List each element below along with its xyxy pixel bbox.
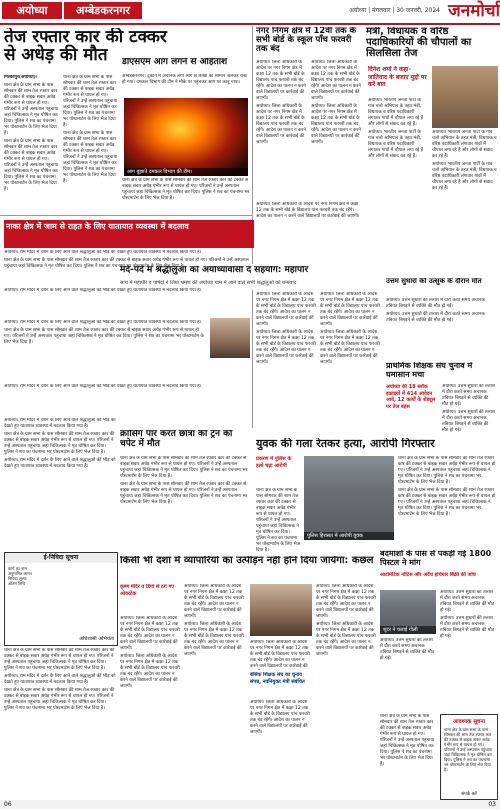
schools-closed-body-col2	[311, 60, 363, 200]
fire-body: अम्बेडकरनगर। दुकान में अचानक लगी आग से लाखों का सामान जलकर राख हो गया। दमकल विभाग की टीम ने मौके पर पहुंचकर आग पर काबू पाया।	[122, 74, 247, 85]
traffic-headline-box: नाका क्षेत्र में जाम से राहत के लिए यातायात व्यवस्था में बदलाव	[4, 220, 254, 248]
traffic-para2: थाना क्षेत्र के ग्राम सभा के पास सोमवार की शाम तेज रफ्तार कार की टक्कर से बाइक सवार अधेड़ गंभीर रूप से घायल हो गए। परिजनों ने उन्हें अस्पताल पहुंचाया जहां चिकित्सक ने मृत घोषित कर दिया। पुलिस ने शव का पंचनामा भर पोस्टमार्टम के लिए भेज दिया है।	[4, 258, 249, 269]
left-bottom-para3: थाना क्षेत्र के ग्राम सभा के पास सोमवार की शाम तेज रफ्तार कार की टक्कर से बाइक सवार अधेड़ गंभीर रूप से घायल हो गए। परिजनों ने उन्हें अस्पताल पहुंचाया जहां चिकित्सक ने मृत घोषित कर दिया। पुलिस ने शव का पंचनामा भर पोस्टमार्टम के लिए भेज दिया है।	[4, 688, 115, 711]
death-para2: अयोध्या। उत्तम सुधारों की तलाश में दौरा करते समय अचानक तबियत बिगड़ने से व्यक्ति की मौत हो गई।	[386, 312, 485, 323]
traffic-more	[4, 288, 250, 318]
schools-closed-body	[256, 60, 308, 200]
pistol-subhead: आटोमेटिक नोटिस और अवैध हथियार बिक्री की जांच	[380, 572, 476, 578]
tender-footer: अधिशासी अभियंता	[79, 636, 114, 642]
fire-photo-caption: आग बुझाते दमकल विभाग की टीम।	[124, 168, 248, 176]
kancchal-para1: अयोध्या। जिला अधिकारी के आदेश पर नगर निगम क्षेत्र में कक्षा 12 तक के सभी बोर्ड के विद्यालय पांच फरवरी तक बंद रहेंगे। आदेश का पालन न करने वाले विद्यालयों पर कार्रवाई की जाएगी।	[120, 616, 180, 651]
lead-article-col2	[63, 75, 119, 210]
classified-footer: संपर्क करें	[461, 792, 477, 797]
schools-closed-para4: अयोध्या। जिला अधिकारी के आदेश पर नगर निगम क्षेत्र में कक्षा 12 तक के सभी बोर्ड के विद्यालय पांच फरवरी तक बंद रहेंगे। आदेश का पालन न करने वाले विद्यालयों पर कार्रवाई की जाएगी।	[311, 104, 361, 145]
fire-photo	[124, 98, 248, 176]
lead-body-cont: थाना क्षेत्र के ग्राम सभा के पास सोमवार की शाम तेज रफ्तार कार की टक्कर से बाइक सवार अधेड़ गंभीर रूप से घायल हो गए। परिजनों ने उन्हें अस्पताल पहुंचाया जहां चिकित्सक ने मृत घोषित कर दिया। पुलिस ने शव का पंचनामा भर पोस्टमार्टम के लिए भेज दिया है।	[4, 139, 59, 192]
mayor-body-col1	[256, 292, 318, 428]
kancchal-para3: अयोध्या। जिला अधिकारी के आदेश पर नगर निगम क्षेत्र में कक्षा 12 तक के सभी बोर्ड के विद्यालय पांच फरवरी तक बंद रहेंगे। आदेश का पालन न करने वाले विद्यालयों पर कार्रवाई की जाएगी।	[184, 584, 244, 619]
pistol-photo-caption: शूटर ने चलाई गोली	[380, 626, 436, 634]
fire-body-cont: थाना क्षेत्र के ग्राम सभा के पास सोमवार की शाम तेज रफ्तार कार की टक्कर से बाइक सवार अधेड़ गंभीर रूप से घायल हो गए। परिजनों ने उन्हें अस्पताल पहुंचाया जहां चिकित्सक ने मृत घोषित कर दिया। पुलिस ने शव का पंचनामा भर पोस्टमार्टम के लिए भेज दिया है।	[122, 178, 250, 201]
section-divider	[0, 215, 252, 216]
left-bottom-para1: थाना क्षेत्र के ग्राम सभा के पास सोमवार की शाम तेज रफ्तार कार की टक्कर से बाइक सवार अधेड़ गंभीर रूप से घायल हो गए। परिजनों ने उन्हें अस्पताल पहुंचाया जहां चिकित्सक ने मृत घोषित कर दिया। पुलिस ने शव का पंचनामा भर पोस्टमार्टम के लिए भेज दिया है।	[4, 648, 115, 671]
schools-closed-headline: नगर निगम क्षेत्र में 12वीं तक के सभी बोर्ड के स्कूल पाँच फरवरी तक बंद	[256, 27, 357, 55]
tender-row: अनुमानित लागत	[8, 571, 32, 576]
mayor-headline: मर्द-पर्दे में श्रद्धालुओं को अयोध्यावासी दें सहयोग: महापौर	[120, 266, 309, 275]
left-page-number: 06	[4, 801, 12, 808]
mayor-para3: अयोध्या। जिला अधिकारी के आदेश पर नगर निगम क्षेत्र में कक्षा 12 तक के सभी बोर्ड के विद्यालय पांच फरवरी तक बंद रहेंगे। आदेश का पालन न करने वाले विद्यालयों पर कार्रवाई की जाएगी।	[320, 292, 380, 327]
murder-subhead: प्रकरण में पुलिस के हत्थे चढ़ा आरोपी	[256, 456, 292, 469]
left-brief-para3: अयोध्या। राम मंदिर में दर्शन के लिए आने वाले श्रद्धालुओं की भीड़ को देखते हुए यातायात व्यवस्था में बदलाव किया गया है।	[4, 384, 202, 389]
pistol-body: अयोध्या। उत्तम सुधारों की तलाश में दौरा करते समय अचानक तबियत बिगड़ने से व्यक्ति की मौत हो गई।	[380, 638, 435, 661]
left-brief-para2: थाना क्षेत्र के ग्राम सभा के पास सोमवार की शाम तेज रफ्तार कार की टक्कर से बाइक सवार अधेड़ गंभीर रूप से घायल हो गए। परिजनों ने उन्हें अस्पताल पहुंचाया जहां चिकित्सक ने मृत घोषित कर दिया। पुलिस ने शव का पंचनामा भर पोस्टमार्टम के लिए भेज दिया है।	[4, 328, 204, 345]
column-divider-2	[252, 290, 253, 428]
crossing-headline: क्रासिंग पार करते छात्रा की ट्रेन की चपेट में मौत	[120, 430, 233, 449]
right-bottom-body: थाना क्षेत्र के ग्राम सभा के पास सोमवार की शाम तेज रफ्तार कार की टक्कर से बाइक सवार अधेड़ गंभीर रूप से घायल हो गए। परिजनों ने उन्हें अस्पताल पहुंचाया जहां चिकित्सक ने मृत घोषित कर दिया। पुलिस ने शव का पंचनामा भर पोस्टमार्टम के लिए भेज दिया है।	[380, 714, 435, 767]
crossing-para2: थाना क्षेत्र के ग्राम सभा के पास सोमवार की शाम तेज रफ्तार कार की टक्कर से बाइक सवार अधेड़ गंभीर रूप से घायल हो गए। परिजनों ने उन्हें अस्पताल पहुंचाया जहां चिकित्सक ने मृत घोषित कर दिया। पुलिस ने शव का पंचनामा भर पोस्टमार्टम के लिए भेज दिया है।	[120, 482, 248, 505]
section-tag-ambedkarnagar: अम्बेडकरनगर	[64, 2, 142, 19]
lead-body-col2: थाना क्षेत्र के ग्राम सभा के पास सोमवार की शाम तेज रफ्तार कार की टक्कर से बाइक सवार अधेड़ गंभीर रूप से घायल हो गए। परिजनों ने उन्हें अस्पताल पहुंचाया जहां चिकित्सक ने मृत घोषित कर दिया। पुलिस ने शव का पंचनामा भर पोस्टमार्टम के लिए भेज दिया है।	[63, 75, 118, 128]
kancchal-para7: अयोध्या। जिला अधिकारी के आदेश पर नगर निगम क्षेत्र में कक्षा 12 तक के सभी बोर्ड के विद्यालय पांच फरवरी तक बंद रहेंगे। आदेश का पालन न करने वाले विद्यालयों पर कार्रवाई की जाएगी।	[316, 622, 376, 657]
lead-body: थाना क्षेत्र के ग्राम सभा के पास सोमवार की शाम तेज रफ्तार कार की टक्कर से बाइक सवार अधेड़ गंभीर रूप से घायल हो गए। परिजनों ने उन्हें अस्पताल पहुंचाया जहां चिकित्सक ने मृत घोषित कर दिया। पुलिस ने शव का पंचनामा भर पोस्टमार्टम के लिए भेज दिया है।	[4, 83, 59, 136]
left-lower-para1: अयोध्या। राम मंदिर में दर्शन के लिए आने वाले श्रद्धालुओं की भीड़ को देखते हुए यातायात व्यवस्था में बदलाव किया गया है।	[4, 418, 116, 429]
chaupal-para4: अयोध्या। भारतीय जनता पार्टी के गांव चलो अभियान के तहत मंत्री, विधायक व वरिष्ठ पदाधिकारी लगातार गांवों में चौपाल लगा रहे हैं और लोगों से संवाद कर रहे हैं।	[432, 162, 497, 191]
pistol-photo	[380, 590, 436, 634]
wide-body-para: अयोध्या। जिला अधिकारी के आदेश पर नगर निगम क्षेत्र में कक्षा 12 तक के सभी बोर्ड के विद्यालय पांच फरवरी तक बंद रहेंगे। आदेश का पालन न करने वाले विद्यालयों पर कार्रवाई की जाएगी।	[256, 202, 360, 219]
wide-body-row	[256, 202, 364, 262]
kancchal-left-sub: कृष्ण मंदिर व डिपो से ठगे गए ओवरटेक	[120, 584, 175, 597]
left-brief-body2	[4, 384, 250, 414]
chaupal-body	[368, 98, 428, 218]
mayor-body-col2	[320, 292, 382, 428]
kancchal-col4	[316, 584, 376, 796]
chaupal-headline: मंत्री, विधायक व वरिष्ठ पदाधिकारियों की चौपालों का सिलसिला तेज	[366, 27, 472, 59]
mayor-para4: अयोध्या। जिला अधिकारी के आदेश पर नगर निगम क्षेत्र में कक्षा 12 तक के सभी बोर्ड के विद्यालय पांच फरवरी तक बंद रहेंगे। आदेश का पालन न करने वाले विद्यालयों पर कार्रवाई की जाएगी।	[320, 330, 380, 365]
schools-closed-para2: अयोध्या। जिला अधिकारी के आदेश पर नगर निगम क्षेत्र में कक्षा 12 तक के सभी बोर्ड के विद्यालय पांच फरवरी तक बंद रहेंगे। आदेश का पालन न करने वाले विद्यालयों पर कार्रवाई की जाएगी।	[256, 104, 306, 145]
kancchal-photo	[250, 584, 312, 636]
murder-para3: थाना क्षेत्र के ग्राम सभा के पास सोमवार की शाम तेज रफ्तार कार की टक्कर से बाइक सवार अधेड़ गंभीर रूप से घायल हो गए। परिजनों ने उन्हें अस्पताल पहुंचाया जहां चिकित्सक ने मृत घोषित कर दिया। पुलिस ने शव का पंचनामा भर पोस्टमार्टम के लिए भेज दिया है।	[398, 488, 496, 517]
tender-title: ई-निविदा सूचना	[5, 553, 117, 563]
pistol-para1: अयोध्या। उत्तम सुधारों की तलाश में दौरा करते समय अचानक तबियत बिगड़ने से व्यक्ति की मौत हो गई।	[440, 590, 495, 613]
masthead-rule	[0, 23, 500, 25]
kancchal-para2: अयोध्या। जिला अधिकारी के आदेश पर नगर निगम क्षेत्र में कक्षा 12 तक के सभी बोर्ड के विद्यालय पांच फरवरी तक बंद रहेंगे। आदेश का पालन न करने वाले विद्यालयों पर कार्रवाई की जाएगी।	[120, 654, 180, 689]
mayor-para1: अयोध्या। जिला अधिकारी के आदेश पर नगर निगम क्षेत्र में कक्षा 12 तक के सभी बोर्ड के विद्यालय पांच फरवरी तक बंद रहेंगे। आदेश का पालन न करने वाले विद्यालयों पर कार्रवाई की जाएगी।	[256, 292, 316, 327]
schools-closed-para3: अयोध्या। जिला अधिकारी के आदेश पर नगर निगम क्षेत्र में कक्षा 12 तक के सभी बोर्ड के विद्यालय पांच फरवरी तक बंद रहेंगे। आदेश का पालन न करने वाले विद्यालयों पर कार्रवाई की जाएगी।	[311, 60, 361, 101]
lead-headline: तेज रफ्तार कार की टक्कर से अधेड़ की मौत	[4, 28, 167, 65]
left-lower-body	[4, 418, 116, 550]
death-para1: अयोध्या। उत्तम सुधारों की तलाश में दौरा करते समय अचानक तबियत बिगड़ने से व्यक्ति की मौत हो गई।	[386, 298, 485, 309]
left-brief-body	[4, 320, 206, 380]
left-bottom-body	[4, 648, 116, 798]
union-para2: अयोध्या। उत्तम सुधारों की तलाश में दौरा करते समय अचानक तबियत बिगड़ने से व्यक्ति की मौत हो गई।	[442, 410, 495, 433]
union-subhead: अयोध्या की 18 ब्लॉक इकाइयों में 414 आवेदन आये, 12 कार्यों के शेड्यूल पर तेज बहस	[386, 384, 436, 410]
crossing-body	[120, 456, 250, 550]
newspaper-logo: जनमोर्चा	[448, 1, 500, 21]
kancchal-headline: किसी भी दशा में व्यापारियों का उत्पीड़न नहीं होने दिया जायेगा: कंछल	[120, 556, 374, 566]
fire-headline: डीएसएम आग लगने से अहितांश	[122, 58, 228, 67]
murder-body-col2	[398, 456, 496, 546]
classified-ad	[440, 714, 498, 800]
kancchal-col2	[184, 584, 246, 796]
tender-rows	[8, 566, 114, 586]
murder-photo	[304, 456, 394, 540]
kancchal-col3: अयोध्या। जिला अधिकारी के आदेश पर नगर निगम क्षेत्र में कक्षा 12 तक के सभी बोर्ड के विद्यालय पांच फरवरी तक बंद रहेंगे। आदेश का पालन न करने वाले विद्यालयों पर कार्रवाई की	[250, 640, 310, 669]
crossing-para1: थाना क्षेत्र के ग्राम सभा के पास सोमवार की शाम तेज रफ्तार कार की टक्कर से बाइक सवार अधेड़ गंभीर रूप से घायल हो गए। परिजनों ने उन्हें अस्पताल पहुंचाया जहां चिकित्सक ने मृत घोषित कर दिया। पुलिस ने शव का पंचनामा भर पोस्टमार्टम के लिए भेज दिया है।	[120, 456, 248, 479]
tender-row: कार्य का नाम	[8, 566, 27, 571]
murder-headline: युवक की गला रेतकर हत्या, आरोपी गिरफ्तार	[256, 438, 435, 450]
kancchal-col3b	[250, 700, 312, 796]
traffic-para1: अयोध्या। राम मंदिर में दर्शन के लिए आने वाले श्रद्धालुओं की भीड़ को देखते हुए यातायात व्यवस्था में बदलाव किया गया है।	[4, 250, 202, 255]
chaupal-para2: अयोध्या। भारतीय जनता पार्टी के गांव चलो अभियान के तहत मंत्री, विधायक व वरिष्ठ पदाधिकारी लगातार गांवों में चौपाल लगा रहे हैं और लोगों से संवाद कर रहे हैं।	[368, 130, 424, 159]
murder-body: थाना क्षेत्र के ग्राम सभा के पास सोमवार की शाम तेज रफ्तार कार की टक्कर से बाइक सवार अधेड़ गंभीर रूप से घायल हो गए। परिजनों ने उन्हें अस्पताल पहुंचाया जहां चिकित्सक ने मृत घोषित कर दिया। पुलिस ने शव का पंचनामा भर पोस्टमार्टम के लिए भेज दिया है।	[256, 488, 300, 552]
kancchal-para5: अयोध्या। जिला अधिकारी के आदेश पर नगर निगम क्षेत्र में कक्षा 12 तक के सभी बोर्ड के विद्यालय पांच फरवरी तक बंद रहेंगे। आदेश का पालन न करने वाले विद्यालयों पर कार्रवाई की जाएगी।	[250, 700, 310, 735]
lead-dateline: मिल्कीपुर(अयोध्या)।	[4, 75, 38, 80]
union-para1: अयोध्या। उत्तम सुधारों की तलाश में दौरा करते समय अचानक तबियत बिगड़ने से व्यक्ति की मौत हो गई।	[442, 384, 495, 407]
tender-row: अंतिम तिथि	[8, 581, 25, 586]
lead-article	[4, 75, 60, 210]
left-bottom-para2: अयोध्या। राम मंदिर में दर्शन के लिए आने वाले श्रद्धालुओं की भीड़ को देखते हुए यातायात व्यवस्था में बदलाव किया गया है।	[4, 674, 116, 685]
classified-body: थाना क्षेत्र के ग्राम सभा के पास सोमवार की शाम तेज रफ्तार कार की टक्कर से बाइक सवार अधेड़ गंभीर रूप से घायल हो गए। परिजनों ने उन्हें अस्पताल पहुंचाया जहां चिकित्सक ने मृत घोषित कर दिया। पुलिस ने शव का पंचनामा भर पोस्टमार्टम के लिए भेज दिया है।	[444, 727, 493, 772]
left-lower-para2: थाना क्षेत्र के ग्राम सभा के पास सोमवार की शाम तेज रफ्तार कार की टक्कर से बाइक सवार अधेड़ गंभीर रूप से घायल हो गए। परिजनों ने उन्हें अस्पताल पहुंचाया जहां चिकित्सक ने मृत घोषित कर दिया। पुलिस ने शव का पंचनामा भर पोस्टमार्टम के लिए भेज दिया है।	[4, 432, 115, 455]
chaupal-photo	[432, 66, 498, 128]
death-headline: उत्तम सुधारों की उत्सुक के दौरान मौत	[386, 278, 482, 285]
schools-closed-para1: अयोध्या। जिला अधिकारी के आदेश पर नगर निगम क्षेत्र में कक्षा 12 तक के सभी बोर्ड के विद्यालय पांच फरवरी तक बंद रहेंगे। आदेश का पालन न करने वाले विद्यालयों पर कार्रवाई की जाएगी।	[256, 60, 306, 101]
tender-row: निविदा शुल्क	[8, 576, 27, 581]
kancchal-para6: अयोध्या। जिला अधिकारी के आदेश पर नगर निगम क्षेत्र में कक्षा 12 तक के सभी बोर्ड के विद्यालय पांच फरवरी तक बंद रहेंगे। आदेश का पालन न करने वाले विद्यालयों पर कार्रवाई की जाएगी।	[316, 584, 376, 619]
edition-date: अयोध्या | मंगलवार | 30 जनवरी, 2024	[349, 7, 440, 14]
death-body	[386, 298, 496, 358]
mayor-subline: साथ में महापौर व पार्षदों ने लिया भ्रमण की अयोध्या धाम में आने वाले सभी श्रद्धालुओं को धन्यवाद	[120, 280, 297, 286]
murder-photo-caption: पुलिस हिरासत में आरोपी युवक	[304, 532, 394, 540]
police-portrait	[210, 318, 250, 358]
pistol-headline: बदमाशों के पास से पकड़ी गई 1800 पिस्टल ने मांग	[380, 550, 492, 567]
lead-body-col2b: थाना क्षेत्र के ग्राम सभा के पास सोमवार की शाम तेज रफ्तार कार की टक्कर से बाइक सवार अधेड़ गंभीर रूप से घायल हो गए। परिजनों ने उन्हें अस्पताल पहुंचाया जहां चिकित्सक ने मृत घोषित कर दिया। पुलिस ने शव का पंचनामा भर पोस्टमार्टम के लिए भेज दिया है।	[63, 131, 118, 184]
union-headline: प्राथमिक शिक्षक संघ चुनाव में घमासान मचा	[386, 362, 473, 379]
murder-para2: थाना क्षेत्र के ग्राम सभा के पास सोमवार की शाम तेज रफ्तार कार की टक्कर से बाइक सवार अधेड़ गंभीर रूप से घायल हो गए। परिजनों ने उन्हें अस्पताल पहुंचाया जहां चिकित्सक ने मृत घोषित कर दिया। पुलिस ने शव का पंचनामा भर पोस्टमार्टम के लिए भेज दिया है।	[398, 456, 496, 485]
left-brief-para1: अयोध्या। राम मंदिर में दर्शन के लिए आने वाले श्रद्धालुओं की भीड़ को देखते हुए यातायात व्यवस्था में बदलाव किया गया है।	[4, 320, 202, 325]
classified-title: आवश्यक सूचना	[452, 719, 486, 725]
kancchal-col1	[120, 616, 180, 796]
pistol-para2: अयोध्या। उत्तम सुधारों की तलाश में दौरा करते समय अचानक तबियत बिगड़ने से व्यक्ति की मौत हो गई।	[440, 616, 495, 639]
page-footer	[0, 800, 500, 809]
mayor-para2: अयोध्या। जिला अधिकारी के आदेश पर नगर निगम क्षेत्र में कक्षा 12 तक के सभी बोर्ड के विद्यालय पांच फरवरी तक बंद रहेंगे। आदेश का पालन न करने वाले विद्यालयों पर कार्रवाई की जाएगी।	[256, 330, 316, 365]
kancchal-para4: अयोध्या। जिला अधिकारी के आदेश पर नगर निगम क्षेत्र में कक्षा 12 तक के सभी बोर्ड के विद्यालय पांच फरवरी तक बंद रहेंगे। आदेश का पालन न करने वाले विद्यालयों पर कार्रवाई की जाएगी।	[184, 622, 244, 657]
chaupal-body-col2	[432, 130, 498, 218]
right-page-number: 03	[488, 801, 496, 808]
pistol-body-col2	[440, 590, 496, 710]
chaupal-subhead: दिनेश शर्मा ने कहा- जातिवाद के बजाए मुद्दों पर करें बात	[368, 66, 427, 88]
left-lower-para3: अयोध्या। राम मंदिर में दर्शन के लिए आने वाले श्रद्धालुओं की भीड़ को देखते हुए यातायात व्यवस्था में बदलाव किया गया है।	[4, 458, 116, 469]
traffic-para3: अयोध्या। राम मंदिर में दर्शन के लिए आने वाले श्रद्धालुओं की भीड़ को देखते हुए यातायात व्यवस्था में बदलाव किया गया है।	[4, 288, 202, 293]
tender-notice	[4, 552, 118, 646]
chaupal-para3: अयोध्या। भारतीय जनता पार्टी के गांव चलो अभियान के तहत मंत्री, विधायक व वरिष्ठ पदाधिकारी लगातार गांवों में चौपाल लगा रहे हैं और लोगों से संवाद कर रहे हैं।	[432, 130, 497, 159]
section-tag-ayodhya: अयोध्या	[2, 2, 62, 19]
kancchal-mid-sub: बेसिक शिक्षक संघ का चुनाव संपन्न, नवनियुक्त मंत्री संबंधित	[250, 672, 305, 685]
chaupal-para1: अयोध्या। भारतीय जनता पार्टी के गांव चलो अभियान के तहत मंत्री, विधायक व वरिष्ठ पदाधिकारी लगातार गांवों में चौपाल लगा रहे हैं और लोगों से संवाद कर रहे हैं।	[368, 98, 424, 127]
